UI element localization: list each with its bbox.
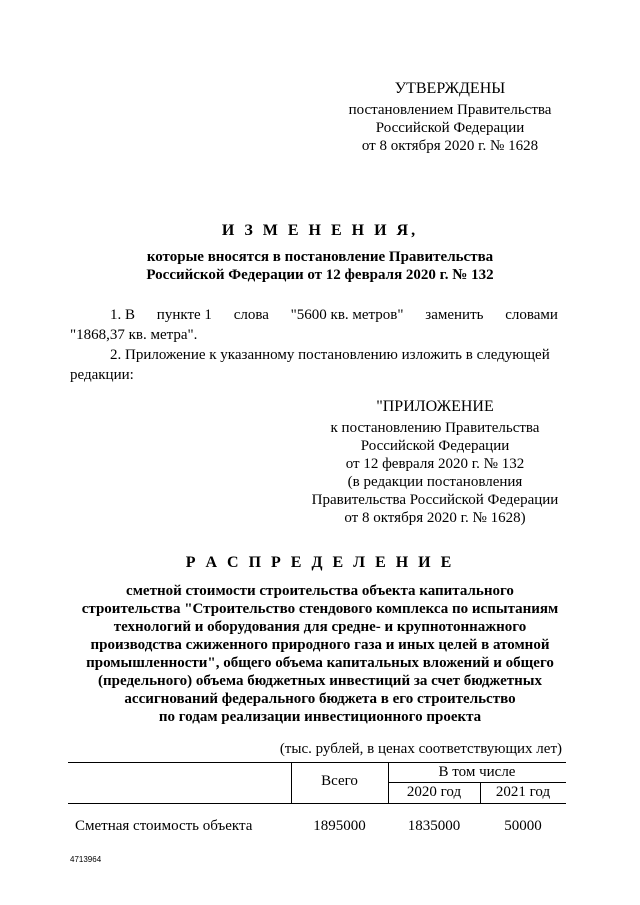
table-row-2020: 1835000: [407, 818, 461, 834]
document-code: 4713964: [70, 855, 102, 864]
item-1-line-2: "1868,37 кв. метра".: [70, 327, 198, 343]
approval-block: [330, 80, 570, 155]
table-row-label: Сметная стоимость объекта: [75, 818, 253, 834]
table-top-border: [68, 762, 566, 763]
item-1-word: 1. В: [110, 307, 136, 323]
table-row-2021: 50000: [504, 818, 542, 834]
item-2-line-2: редакции:: [70, 367, 134, 383]
approval-line-1: постановлением Правительства: [348, 102, 552, 118]
table-subheader-divider: [388, 782, 566, 783]
appendix-title: "ПРИЛОЖЕНИЕ: [376, 398, 494, 415]
appendix-line-4: (в редакции постановления: [347, 474, 523, 490]
appendix-line-6: от 8 октября 2020 г. № 1628): [344, 510, 526, 526]
appendix-line-2: Российской Федерации: [360, 438, 510, 454]
distribution-line: по годам реализации инвестиционного проекта: [158, 709, 482, 725]
item-1-word: заменить: [425, 307, 484, 323]
item-1-word: слова: [233, 307, 269, 323]
table-row-total: 1895000: [313, 818, 366, 834]
table-header-including: В том числе: [438, 764, 516, 780]
table-header-2020: 2020 год: [406, 784, 462, 800]
item-1-word: пункте 1: [156, 307, 212, 323]
distribution-line: ассигнований федерального бюджета в его строительство: [124, 691, 516, 707]
distribution-block: [40, 554, 600, 726]
distribution-line: строительства "Строительство стендового комплекса по испытаниям: [81, 601, 559, 617]
distribution-line: (предельного) объема бюджетных инвестиций за счет бюджетных: [98, 673, 542, 689]
changes-heading-block: [60, 222, 580, 284]
approval-title: УТВЕРЖДЕНЫ: [394, 80, 506, 97]
changes-heading: И З М Е Н Е Н И Я,: [221, 222, 419, 239]
distribution-heading: Р А С П Р Е Д Е Л Е Н И Е: [185, 554, 455, 571]
item-2-line-1: 2. Приложение к указанному постановлению изложить в следующей: [110, 347, 550, 363]
appendix-line-5: Правительства Российской Федерации: [311, 492, 559, 508]
item-1-line-1: [110, 306, 558, 325]
changes-subtitle-2: Российской Федерации от 12 февраля 2020 г. № 132: [146, 267, 494, 283]
changes-subtitle-1: которые вносятся в постановление Правительства: [146, 249, 494, 265]
distribution-line: технологий и оборудования для средне- и крупнотоннажного: [113, 619, 527, 635]
distribution-line: производства сжиженного природного газа и иных целей в атомной: [90, 637, 550, 653]
table-header-total: Всего: [321, 773, 358, 789]
table-bottom-border: [68, 803, 566, 804]
table-header-2021: 2021 год: [495, 784, 551, 800]
distribution-line: промышленности", общего объема капитальных вложений и общего: [86, 655, 554, 671]
item-1-word: "5600 кв. метров": [290, 307, 404, 323]
approval-line-2: Российской Федерации: [375, 120, 525, 136]
item-1-word: словами: [505, 307, 558, 323]
table-units: (тыс. рублей, в ценах соответствующих лет): [279, 741, 562, 757]
appendix-line-3: от 12 февраля 2020 г. № 132: [345, 456, 525, 472]
distribution-line: сметной стоимости строительства объекта капитального: [126, 583, 514, 599]
appendix-block: [300, 398, 570, 527]
appendix-line-1: к постановлению Правительства: [330, 420, 540, 436]
approval-line-3: от 8 октября 2020 г. № 1628: [361, 138, 539, 154]
table-row: [0, 818, 640, 838]
